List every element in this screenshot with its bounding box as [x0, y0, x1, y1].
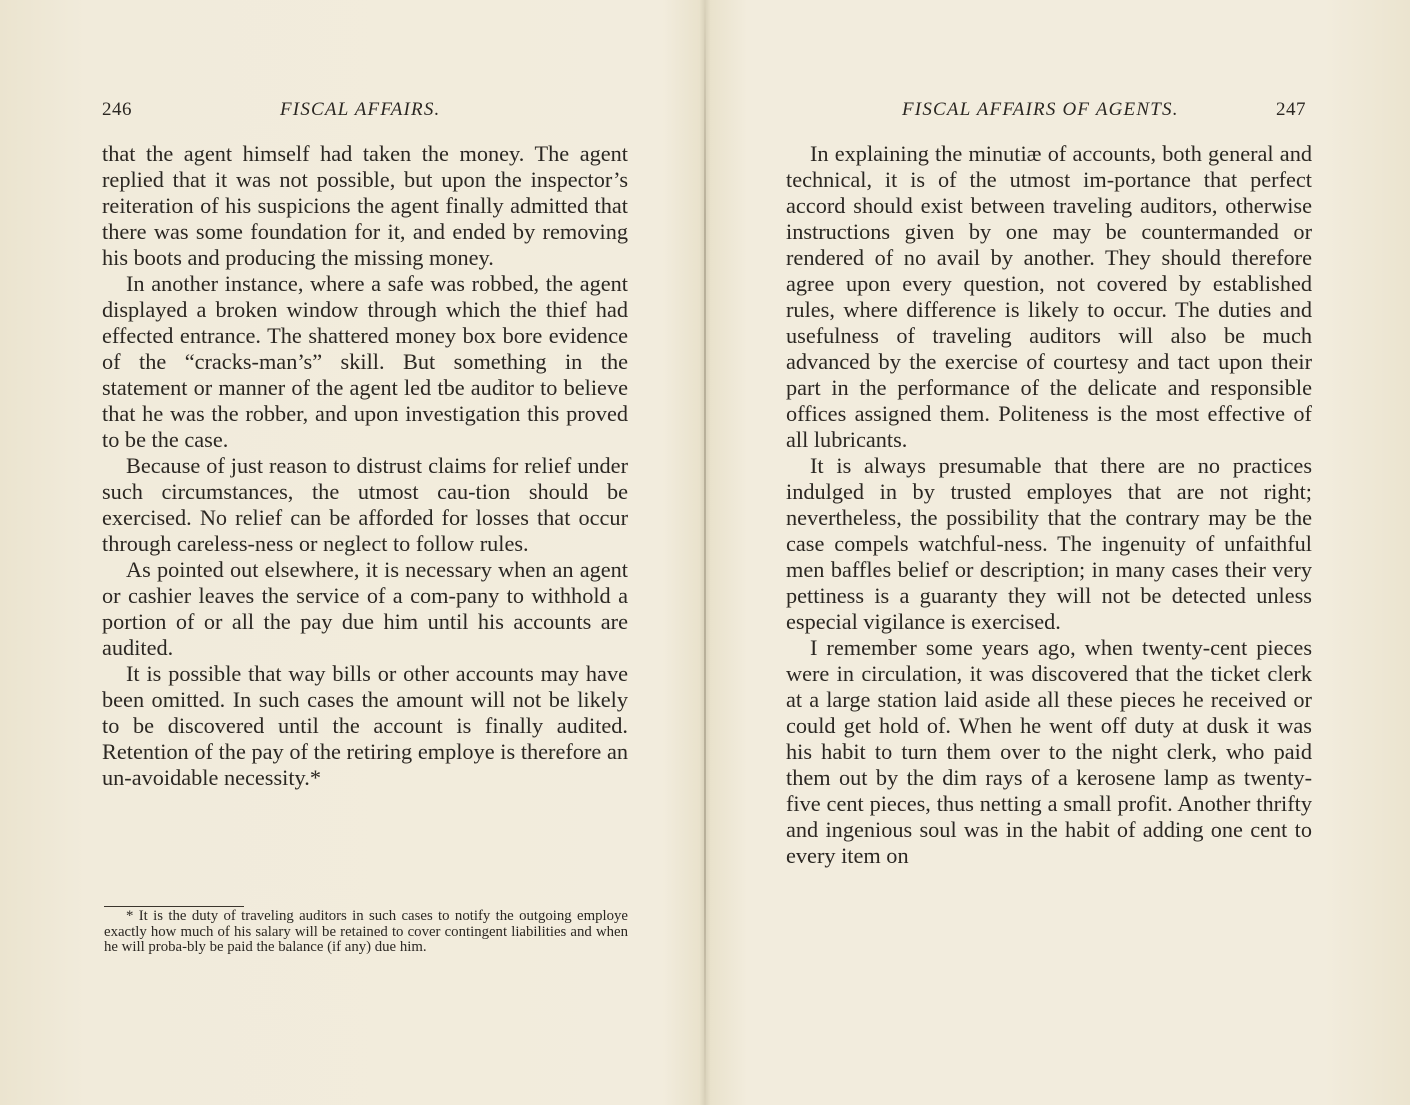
left-page-number: 246 [102, 99, 132, 120]
left-paragraph-4: As pointed out elsewhere, it is necessary when an agent or cashier leaves the service of a com-pany to withhold a portion of or all the pay due him until his accounts are audited. [102, 557, 628, 660]
right-paragraph-2: It is always presumable that there are no practices indulged in by trusted employes that are not right; nevertheless, the possibility that the contrary may be the case compels watchful-ness. The ingenuity of unfaithful men baffles belief or description; in many cases their very pettiness is a guaranty they will not be detected unless especial vigilance is exercised. [786, 453, 1312, 634]
left-page [0, 0, 704, 1105]
right-page [706, 0, 1410, 1105]
footnote-rule [104, 906, 244, 907]
left-running-head: FISCAL AFFAIRS. [280, 99, 441, 120]
left-paragraph-5: It is possible that way bills or other accounts may have been omitted. In such cases the amount will not be likely to be discovered until the account is finally audited. Retention of the pay of the retiring employe is therefore an un-avoidable necessity.* [102, 661, 628, 790]
right-running-head: FISCAL AFFAIRS OF AGENTS. [902, 99, 1179, 120]
left-paragraph-3: Because of just reason to distrust claims for relief under such circumstances, the utmost cau-tion should be exercised. No relief can be afforded for losses that occur through careless-ness or neglect to follow rules. [102, 453, 628, 556]
right-paragraph-1: In explaining the minutiæ of accounts, both general and technical, it is of the utmost im-portance that perfect accord should exist between traveling auditors, otherwise instructions given by one may be countermanded or rendered of no avail by another. They should therefore agree upon every question, not covered by established rules, where difference is likely to occur. The duties and usefulness of traveling auditors will also be much advanced by the exercise of courtesy and tact upon their part in the performance of the delicate and responsible offices assigned them. Politeness is the most effective of all lubricants. [786, 141, 1312, 452]
left-page-body [102, 141, 628, 791]
right-page-number: 247 [1276, 99, 1306, 120]
left-paragraph-1: that the agent himself had taken the money. The agent replied that it was not possible, but upon the inspector’s reiteration of his suspicions the agent finally admitted that there was some foundation for it, and ended by removing his boots and producing the missing money. [102, 141, 628, 270]
footnote: * It is the duty of traveling auditors in such cases to notify the outgoing employe exactly how much of his salary will be retained to cover contingent liabilities and when he will proba-bly be paid the balance (if any) due him. [104, 908, 628, 956]
right-paragraph-3: I remember some years ago, when twenty-cent pieces were in circulation, it was discovered that the ticket clerk at a large station laid aside all these pieces he received or could get hold of. When he went off duty at dusk it was his habit to turn them over to the night clerk, who paid them out by the dim rays of a kerosene lamp as twenty-five cent pieces, thus netting a small profit. Another thrifty and ingenious soul was in the habit of adding one cent to every item on [786, 635, 1312, 868]
left-paragraph-2: In another instance, where a safe was robbed, the agent displayed a broken window through which the thief had effected entrance. The shattered money box bore evidence of the “cracks-man’s” skill. But something in the statement or manner of the agent led tbe auditor to believe that he was the robber, and upon investigation this proved to be the case. [102, 271, 628, 452]
right-page-body [786, 141, 1312, 869]
